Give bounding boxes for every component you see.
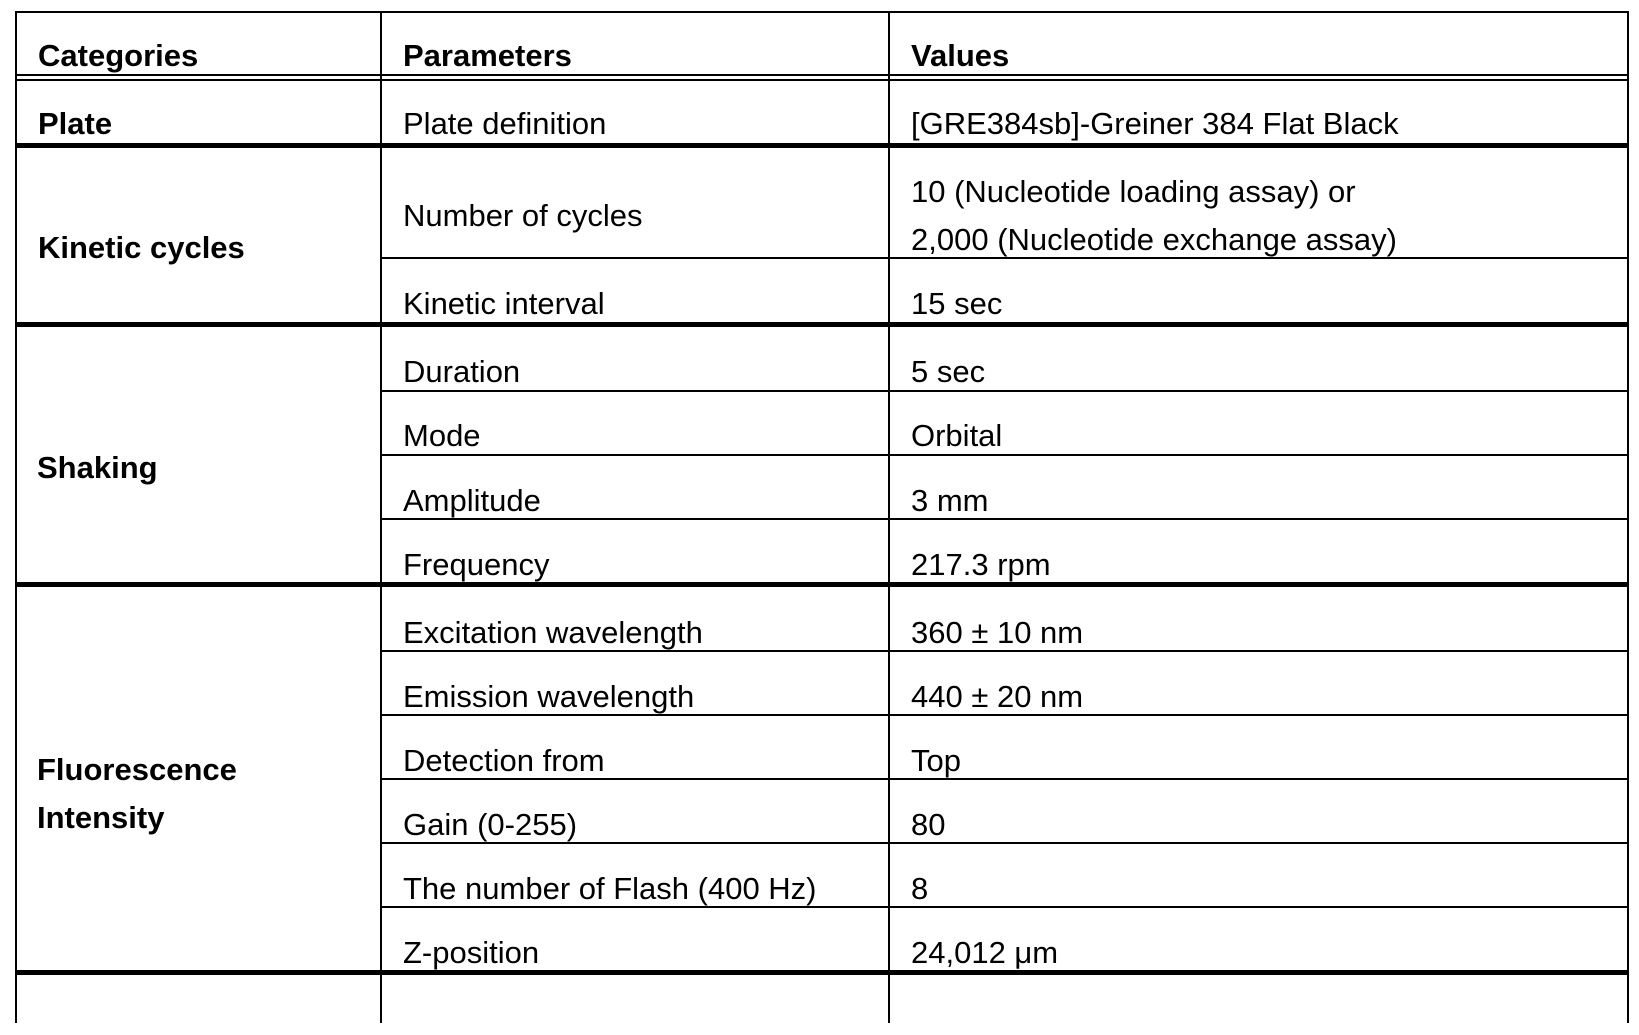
category-fluorescence: Intensity (37, 800, 165, 835)
value-cell: Top (911, 743, 961, 778)
parameter-cell: Detection from (403, 743, 605, 778)
parameter-cell: Amplitude (403, 483, 541, 518)
column-divider (380, 11, 382, 1023)
parameter-cell: The number of Flash (400 Hz) (403, 871, 817, 906)
row-divider (380, 454, 1629, 456)
column-divider (888, 11, 890, 1023)
table-border-bottom (15, 970, 1629, 975)
table-border-left (15, 11, 17, 1023)
value-cell: 217.3 rpm (911, 547, 1051, 582)
table-border-right (1627, 11, 1629, 1023)
value-cell: 15 sec (911, 286, 1003, 321)
value-cell: 2,000 (Nucleotide exchange assay) (911, 222, 1397, 257)
parameter-cell: Plate definition (403, 106, 607, 141)
value-cell: 5 sec (911, 354, 986, 389)
parameter-cell: Duration (403, 354, 521, 389)
parameter-cell: Mode (403, 418, 481, 453)
category-shaking: Shaking (37, 450, 158, 485)
parameter-cell: Number of cycles (403, 198, 643, 233)
category-fluorescence: Fluorescence (37, 752, 237, 787)
value-cell: 440 ± 20 nm (911, 679, 1084, 714)
value-cell: 360 ± 10 nm (911, 615, 1084, 650)
value-cell: 24,012 μm (911, 935, 1059, 970)
category-kinetic-cycles: Kinetic cycles (38, 230, 245, 265)
value-cell: 8 (911, 871, 929, 906)
header-rule (15, 74, 1629, 76)
header-values: Values (911, 38, 1010, 73)
value-cell: 10 (Nucleotide loading assay) or (911, 174, 1356, 209)
value-cell: [GRE384sb]-Greiner 384 Flat Black (911, 106, 1399, 141)
parameter-cell: Excitation wavelength (403, 615, 703, 650)
row-divider (380, 390, 1629, 392)
parameter-cell: Kinetic interval (403, 286, 605, 321)
parameter-cell: Emission wavelength (403, 679, 695, 714)
value-cell: Orbital (911, 418, 1003, 453)
header-parameters: Parameters (403, 38, 572, 73)
value-cell: 80 (911, 807, 946, 842)
section-divider (15, 322, 1629, 327)
header-categories: Categories (38, 38, 199, 73)
parameters-table (15, 11, 1629, 1023)
value-cell: 3 mm (911, 483, 989, 518)
parameter-cell: Gain (0-255) (403, 807, 578, 842)
category-plate: Plate (38, 106, 113, 141)
table-border-top (15, 11, 1629, 13)
section-divider (15, 582, 1629, 587)
parameter-cell: Frequency (403, 547, 550, 582)
parameter-cell: Z-position (403, 935, 540, 970)
header-rule (15, 79, 1629, 81)
row-divider (380, 518, 1629, 520)
